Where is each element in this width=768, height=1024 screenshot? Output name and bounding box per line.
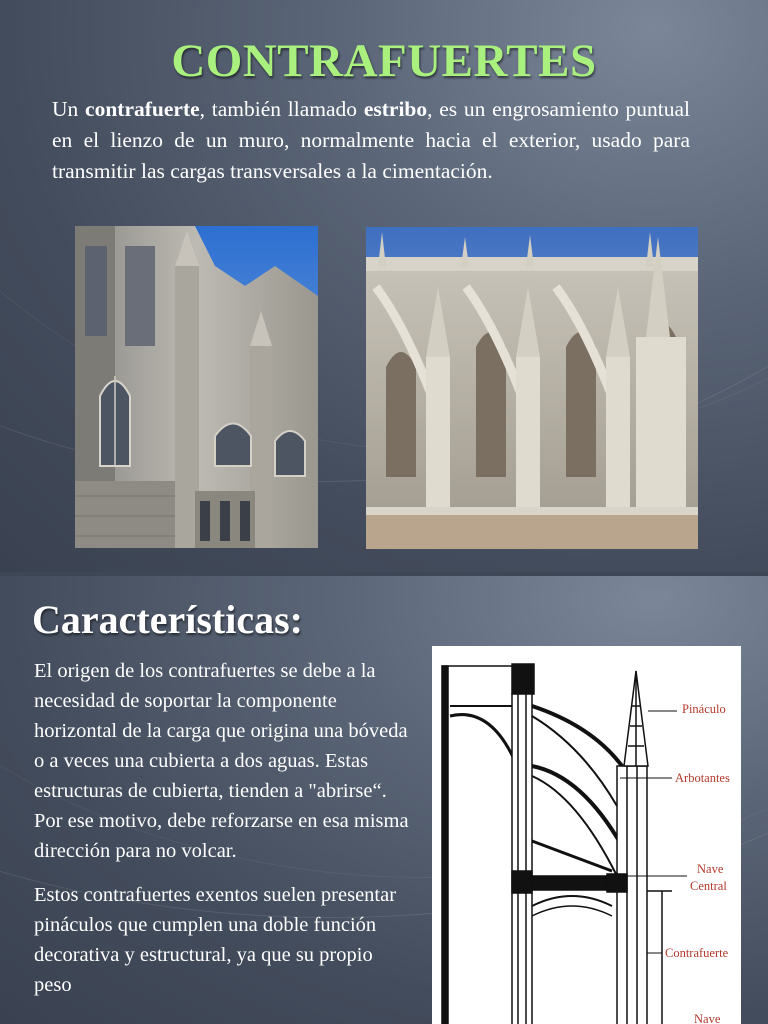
- cathedral-photo-left: [75, 226, 318, 548]
- label-pinaculo: Pináculo: [682, 702, 726, 716]
- label-nave: Nave: [697, 862, 724, 876]
- section-title: Características:: [32, 597, 303, 642]
- slide-2: [0, 576, 768, 1024]
- label-contrafuerte: Contrafuerte: [665, 946, 729, 960]
- label-nave-bottom: Nave: [694, 1012, 721, 1024]
- label-central: Central: [690, 879, 727, 893]
- label-arbotantes: Arbotantes: [675, 771, 730, 785]
- paragraph-origin: El origen de los contrafuertes se debe a la necesidad de soportar la componente horizontal de la carga que origina una bóveda o a veces una cubierta a dos aguas. Estas estructuras de cubierta, tienden a "abrirse“. Por ese motivo, debe reforzarse en esa misma dirección para no volcar.: [34, 660, 409, 862]
- intro-paragraph: Un contrafuerte, también llamado estribo, es un engrosamiento puntual en el lienzo de un muro, normalmente hacia el exterior, usado para transmitir las cargas transversales a la cimentación.: [52, 97, 691, 183]
- term-contrafuerte: contrafuerte: [85, 97, 200, 121]
- term-estribo: estribo: [363, 97, 428, 121]
- cathedral-photo-right: [366, 227, 698, 549]
- paragraph-pinnacles: Estos contrafuertes exentos suelen presentar pináculos que cumplen una doble función decorativa y estructural, ya que su propio peso: [34, 884, 397, 996]
- slide-title: CONTRAFUERTES: [171, 35, 597, 87]
- characteristics-text: [34, 656, 414, 1014]
- buttress-section-diagram: [432, 646, 741, 1024]
